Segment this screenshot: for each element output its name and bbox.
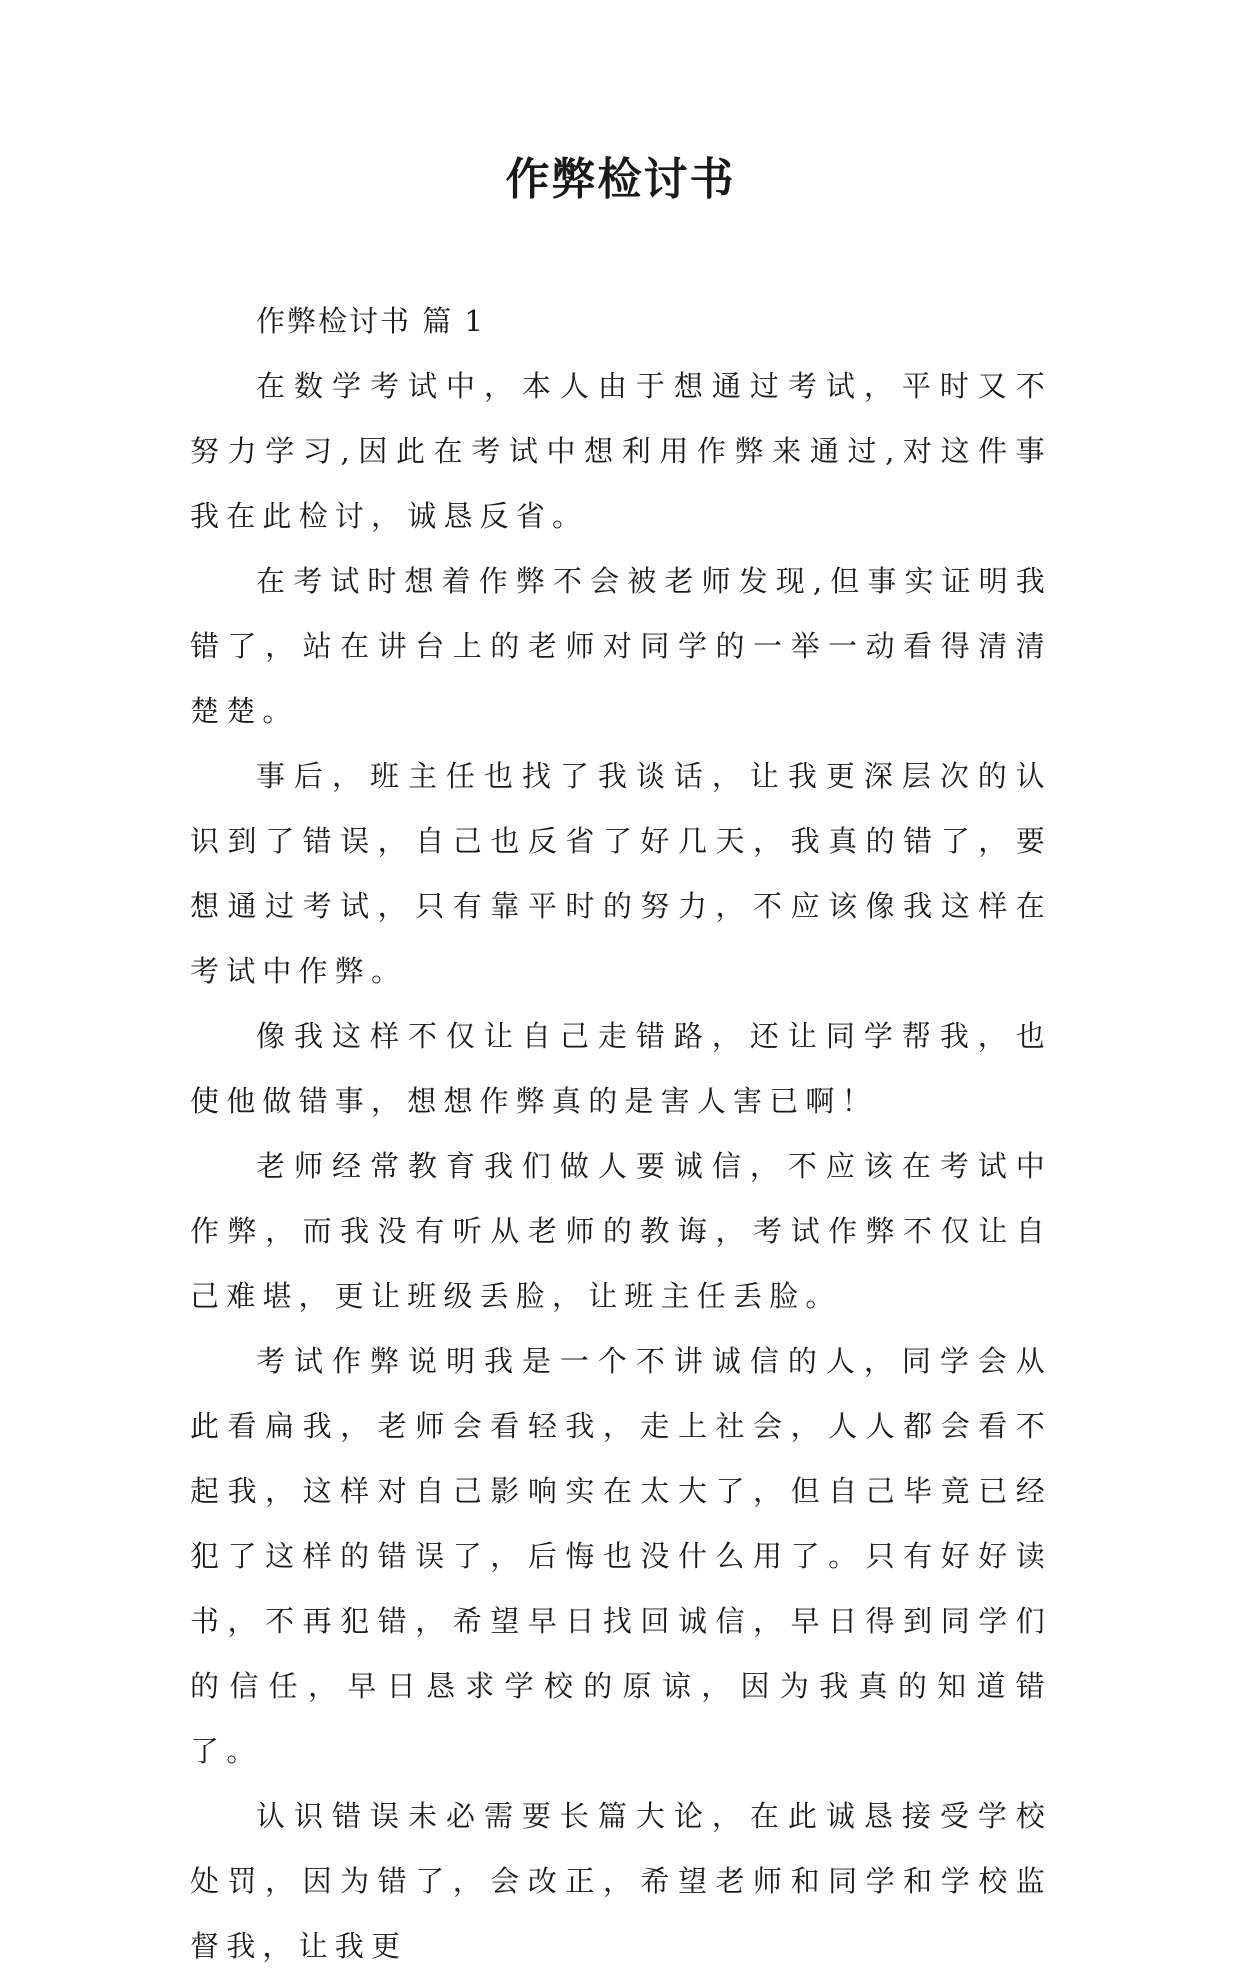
document-body (190, 289, 1052, 1979)
paragraph-2: 在考试时想着作弊不会被老师发现,但事实证明我错了，站在讲台上的老师对同学的一举一动看得清清楚楚。 (190, 564, 1052, 728)
document-title: 作弊检讨书 (505, 154, 736, 205)
paragraph-3: 事后，班主任也找了我谈话，让我更深层次的认识到了错误，自己也反省了好几天，我真的错了，要想通过考试，只有靠平时的努力，不应该像我这样在考试中作弊。 (190, 759, 1052, 988)
section-heading: 作弊检讨书 篇 1 (256, 304, 485, 338)
paragraph-1: 在数学考试中，本人由于想通过考试，平时又不努力学习,因此在考试中想利用作弊来通过,对这件事我在此检讨，诚恳反省。 (190, 369, 1052, 533)
paragraph-6: 考试作弊说明我是一个不讲诚信的人，同学会从此看扁我，老师会看轻我，走上社会，人人都会看不起我，这样对自己影响实在太大了，但自己毕竟已经犯了这样的错误了，后悔也没什么用了。只有好好读书，不再犯错，希望早日找回诚信，早日得到同学们的信任，早日恳求学校的原谅，因为我真的知道错了。 (190, 1344, 1052, 1768)
paragraph-5: 老师经常教育我们做人要诚信，不应该在考试中作弊，而我没有听从老师的教诲，考试作弊不仅让自己难堪，更让班级丢脸，让班主任丢脸。 (190, 1149, 1052, 1313)
paragraph-7: 认识错误未必需要长篇大论，在此诚恳接受学校处罚，因为错了，会改正，希望老师和同学和学校监督我，让我更 (190, 1799, 1052, 1963)
paragraph-4: 像我这样不仅让自己走错路，还让同学帮我，也使他做错事，想想作弊真的是害人害已啊！ (190, 1019, 1052, 1118)
